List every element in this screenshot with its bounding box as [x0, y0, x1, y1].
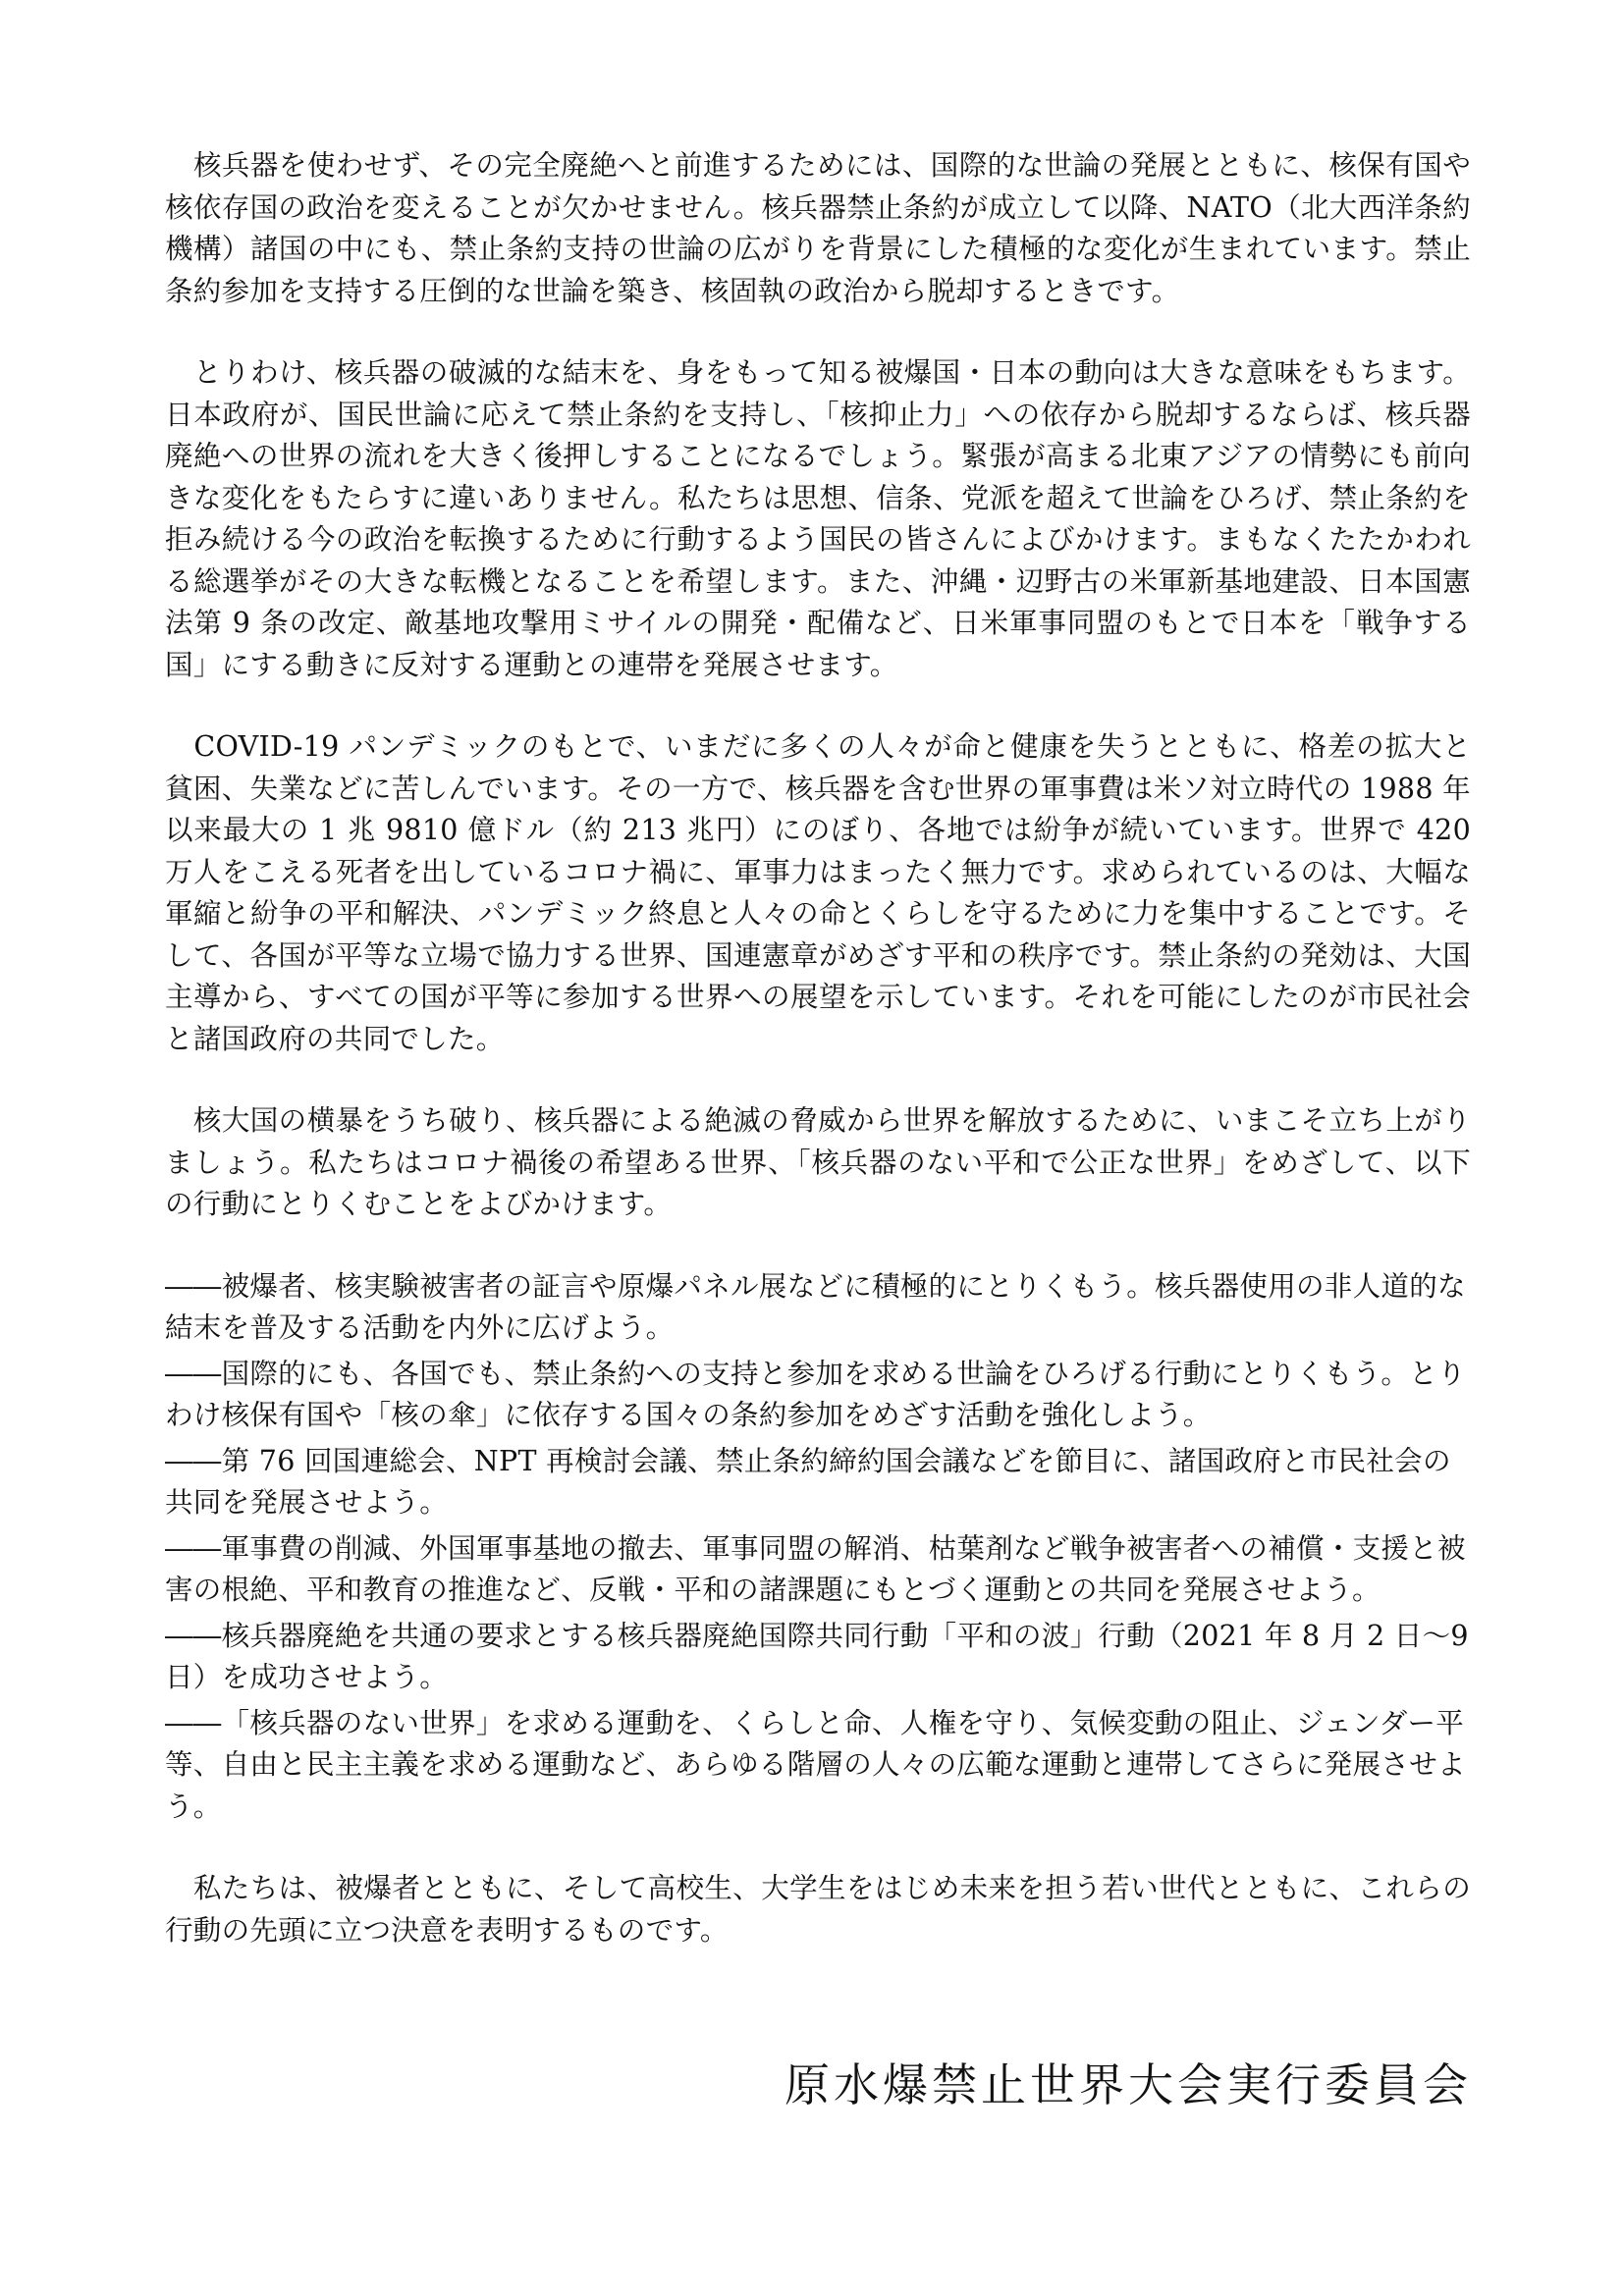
document-body: [165, 145, 1481, 1992]
paragraph-1: 核兵器を使わせず、その完全廃絶へと前進するためには、国際的な世論の発展とともに、核保有国や核依存国の政治を変えることが欠かせません。核兵器禁止条約が成立して以降、NATO（北大西洋条約機構）諸国の中にも、禁止条約支持の世論の広がりを背景にした積極的な変化が生まれています。禁止条約参加を支持する圧倒的な世論を築き、核固執の政治から脱却するときです。: [165, 149, 1471, 307]
action-item: ――被爆者、核実験被害者の証言や原爆パネル展などに積極的にとりくもう。核兵器使用の非人道的な結末を普及する活動を内外に広げよう。: [165, 1269, 1466, 1344]
signature: 原水爆禁止世界大会実行委員会: [785, 2058, 1472, 2111]
paragraph-3: COVID-19 パンデミックのもとで、いまだに多くの人々が命と健康を失うとともに、格差の拡大と貧困、失業などに苦しんでいます。その一方で、核兵器を含む世界の軍事費は米ソ対立時代の 1988 年以来最大の 1 兆 9810 億ドル（約 213 兆円）にのぼり、各地では紛争が続いています。世界で 420 万人をこえる死者を出しているコロナ禍に、軍事力はまったく無力です。求められているのは、大幅な軍縮と紛争の平和解決、パンデミック終息と人々の命とくらしを守るために力を集中することです。そして、各国が平等な立場で協力する世界、国連憲章がめざす平和の秩序です。禁止条約の発効は、大国主導から、すべての国が平等に参加する世界への展望を示しています。それを可能にしたのが市民社会と諸国政府の共同でした。: [165, 730, 1481, 1055]
closing-paragraph: 私たちは、被爆者とともに、そして高校生、大学生をはじめ未来を担う若い世代とともに、これらの行動の先頭に立つ決意を表明するものです。: [165, 1872, 1471, 1947]
action-item: ――「核兵器のない世界」を求める運動を、くらしと命、人権を守り、気候変動の阻止、ジェンダー平等、自由と民主主義を求める運動など、あらゆる階層の人々の広範な運動と連帯してさらに発展させよう。: [165, 1706, 1466, 1823]
action-item: ――核兵器廃絶を共通の要求とする核兵器廃絶国際共同行動「平和の波」行動（2021 年 8 月 2 日～9 日）を成功させよう。: [165, 1619, 1479, 1693]
action-item: ――軍事費の削減、外国軍事基地の撤去、軍事同盟の解消、枯葉剤など戦争被害者への補償・支援と被害の根絶、平和教育の推進など、反戦・平和の諸課題にもとづく運動との共同を発展させよう。: [165, 1531, 1466, 1606]
action-item: ――第 76 回国連総会、NPT 再検討会議、禁止条約締約国会議などを節目に、諸国政府と市民社会の共同を発展させよう。: [165, 1444, 1451, 1519]
paragraph-4: 核大国の横暴をうち破り、核兵器による絶滅の脅威から世界を解放するために、いまこそ立ち上がりましょう。私たちはコロナ禍後の希望ある世界、「核兵器のない平和で公正な世界」をめざして、以下の行動にとりくむことをよびかけます。: [165, 1104, 1471, 1220]
action-item: ――国際的にも、各国でも、禁止条約への支持と参加を求める世論をひろげる行動にとりくもう。とりわけ核保有国や「核の傘」に依存する国々の条約参加をめざす活動を強化しよう。: [165, 1357, 1466, 1431]
paragraph-2: とりわけ、核兵器の破滅的な結末を、身をもって知る被爆国・日本の動向は大きな意味をもちます。日本政府が、国民世論に応えて禁止条約を支持し、「核抑止力」への依存から脱却するならば、核兵器廃絶への世界の流れを大きく後押しすることになるでしょう。緊張が高まる北東アジアの情勢にも前向きな変化をもたらすに違いありません。私たちは思想、信条、党派を超えて世論をひろげ、禁止条約を拒み続ける今の政治を転換するために行動するよう国民の皆さんによびかけます。まもなくたたかわれる総選挙がその大きな転機となることを希望します。また、沖縄・辺野古の米軍新基地建設、日本国憲法第 9 条の改定、敵基地攻撃用ミサイルの開発・配備など、日米軍事同盟のもとで日本を「戦争する国」にする動きに反対する運動との連帯を発展させます。: [165, 356, 1471, 681]
action-list: [165, 1266, 1479, 1829]
